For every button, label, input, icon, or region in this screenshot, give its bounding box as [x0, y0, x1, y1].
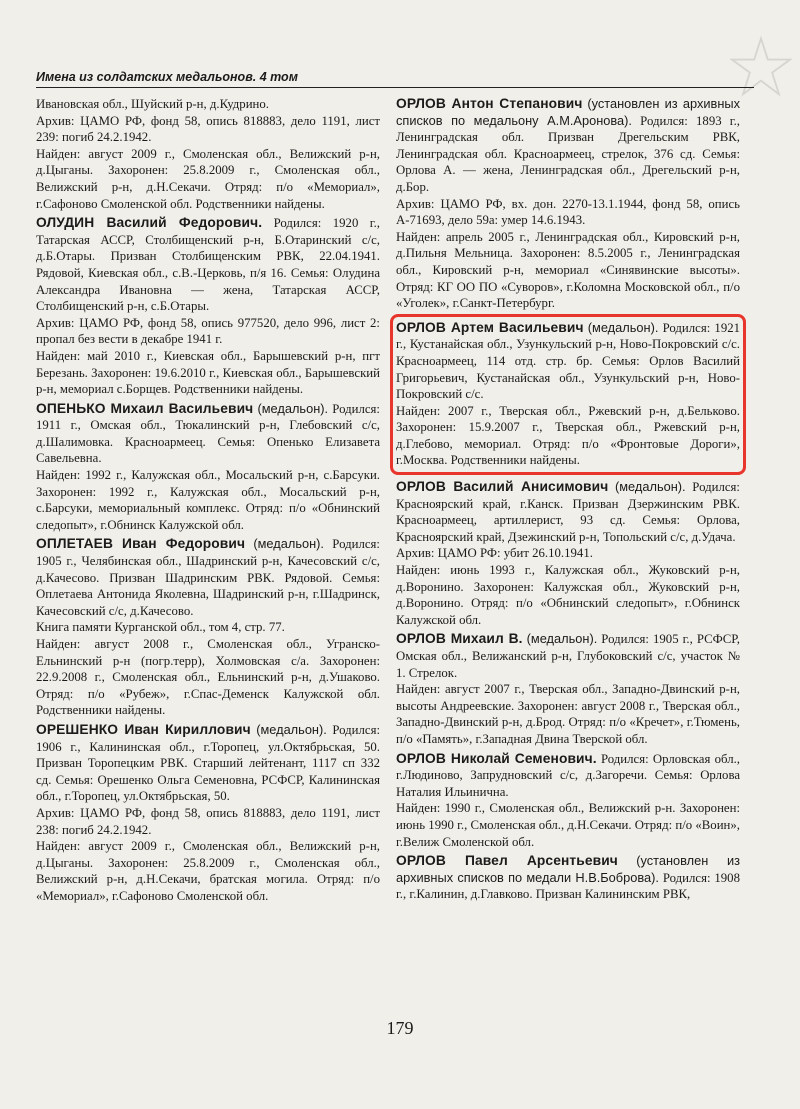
- entry-name: ОРЛОВ Павел Арсентьевич: [396, 853, 618, 869]
- entry-text: Родился: 1905 г., РСФСР, Омская обл., Велижанский р-н, Глубоковский с/с, участок № 1. Стрелок.: [396, 632, 741, 680]
- entry-paragraph: Архив: ЦАМО РФ, фонд 58, опись 818883, дело 1191, лист 239: погиб 24.2.1942.: [36, 113, 380, 145]
- entry-orlov-mikhail: [396, 631, 740, 747]
- entry-text: Родился: 1905 г., Челябинская обл., Шадринский р-н, Качесовский с/с, д.Качесово. Призван Шадринским РВК. Рядовой. Семья: Оплетаева Антонида Яколевна, Шадринский р-н, г.Шадринск, Качесовский с/с, д.Качесово.: [36, 537, 380, 618]
- entry-paragraph: Найден: август 2009 г., Смоленская обл., Велижский р-н, д.Цыганы. Захоронен: 25.8.2009 г., Смоленская обл., Велижский р-н, д.Н.Секачи, братская могила. Отряд: п/о «Мемориал», г.Сафоново Смоленской обл.: [36, 839, 380, 903]
- entry-paragraph: [36, 215, 380, 315]
- entry-orlov-anton: [396, 96, 740, 312]
- entry-note: (медальон).: [526, 631, 598, 647]
- entry-text: Родился: 1920 г., Татарская АССР, Столбищенский р-н, Б.Отаринский с/с, д.Б.Отары. Призван Столбищенским РВК, 22.04.1941. Рядовой, Киевская обл., с.В.-Церковь, п/я 16. Семья: Олудина Александра Ивановна — жена, Татарская АССР, Столбищенский р-н, с.Б.Отары.: [36, 216, 380, 314]
- entry-paragraph: [396, 320, 740, 403]
- entry-note: (медальон).: [615, 479, 686, 495]
- entry-name: ОРЛОВ Василий Анисимович: [396, 479, 609, 495]
- entry-continuation: [36, 96, 380, 212]
- entry-text: Родился: 1921 г., Кустанайская обл., Узункульский р-н, Ново-Покровский с/с. Красноармеец, 114 отд. стр. бр. Семья: Орлов Василий Григорьевич, Кустанайская обл., Узункульский р-н, Ново-Покровский с/с.: [396, 320, 741, 402]
- entry-text: Родился: 1893 г., Ленинградская обл. Призван Дрегельским РВК, Ленинградская обл. Красноармеец, стрелок, 376 сд. Семья: Орлова А. — жена, Ленинградская обл., Дрегельский р-н, д.Бор.: [396, 113, 741, 194]
- entry-paragraph: Найден: август 2008 г., Смоленская обл., Угранско-Ельнинский р-н (погр.терр), Холмовская с/а. Захоронен: 22.9.2008 г., Смоленская обл., Ельнинский р-н, д.Ушаково. Отряд: п/о «Рубеж», г.Спас-Деменск Калужской обл. Родственники найдены.: [36, 637, 380, 718]
- left-column: [36, 96, 380, 908]
- entry-note: (медальон).: [253, 536, 324, 552]
- entry-paragraph: Архив: ЦАМО РФ, фонд 58, опись 977520, дело 996, лист 2: пропал без вести в декабре 1941 г.: [36, 315, 380, 347]
- running-header: Имена из солдатских медальонов. 4 том: [36, 70, 754, 88]
- entry-paragraph: Найден: август 2009 г., Смоленская обл., Велижский р-н, д.Цыганы. Захоронен: 25.8.2009 г., Смоленская обл., Велижский р-н, д.Н.Секачи. Отряд: п/о «Мемориал», г.Сафоново Смоленской обл. Родственники найдены.: [36, 146, 380, 211]
- entry-text: Родился: 1906 г., Калининская обл., г.Торопец, ул.Октябрьская, 50. Призван Торопецким РВК. Старший лейтенант, 1117 сп 332 сд. Семья: Орешенко Ольга Семеновна, РСФСР, Калининская обл., г.Торопец, ул.Октябрьская, 50.: [36, 722, 381, 804]
- entry-note: (медальон).: [587, 319, 659, 335]
- entry-paragraph: [396, 631, 740, 681]
- entry-paragraph: Найден: июнь 1993 г., Калужская обл., Жуковский р-н, д.Воронино. Захоронен: Калужская обл., Жуковский р-н, д.Воронино. Отряд: п/о «Обнинский следопыт», г.Обнинск Калужской обл.: [396, 563, 740, 627]
- entry-note: (установлен из архивных списков по медали Н.В.Боброва).: [396, 853, 740, 885]
- entry-name: ОРЛОВ Артем Васильевич: [396, 319, 584, 335]
- entry-paragraph: Архив: ЦАМО РФ: убит 26.10.1941.: [396, 546, 593, 561]
- page-number: 179: [386, 1018, 414, 1038]
- entry-name: ОПЕНЬКО Михаил Васильевич: [36, 400, 254, 416]
- entry-name: ОРЛОВ Николай Семенович.: [396, 750, 597, 766]
- star-watermark-icon: [730, 36, 792, 98]
- entry-paragraph: [396, 479, 740, 545]
- entry-paragraph: Найден: 2007 г., Тверская обл., Ржевский р-н, д.Бельково. Захоронен: 15.9.2007 г., Тверская обл., Ржевский р-н, д.Глебово, мемориал. Отряд: п/о «Фронтовые Дороги», г.Москва. Родственники найдены.: [396, 403, 740, 468]
- entry-paragraph: [36, 722, 380, 805]
- entry-opletaev: [36, 536, 380, 719]
- entry-note: (медальон).: [256, 721, 327, 737]
- entry-paragraph: Архив: ЦАМО РФ, фонд 58, опись 818883, дело 1191, лист 238: погиб 24.2.1942.: [36, 805, 380, 837]
- entry-text: Родился: 1911 г., Омская обл., Тюкалинский р-н, Глебовский с/с, д.Шалимовка. Красноармеец. Семья: Опенько Елизавета Савельевна.: [36, 401, 380, 466]
- entry-oreshenko: [36, 722, 380, 905]
- entry-orlov-pavel: [396, 853, 740, 903]
- entry-name: ОРЛОВ Михаил В.: [396, 631, 523, 647]
- entry-paragraph: Найден: апрель 2005 г., Ленинградская обл., Кировский р-н, д.Пильня Мельница. Захоронен: 8.5.2005 г., Ленинградская обл., Кировский р-н, мемориал «Синявинские высоты». Отряд: КГ ОО ПО «Суворов», г.Коломна Московской обл., п/о «Уголек», г.Санкт-Петербург.: [396, 229, 740, 311]
- entry-name: ОЛУДИН Василий Федорович.: [36, 215, 263, 231]
- entry-name: ОРЕШЕНКО Иван Кириллович: [36, 721, 251, 737]
- entry-text: Родился: 1908 г., г.Калинин, д.Главково. Призван Калининским РВК,: [396, 870, 740, 902]
- entry-paragraph: Архив: ЦАМО РФ, вх. дон. 2270-13.1.1944, фонд 58, опись А-71693, дело 59а: умер 14.6.1943.: [396, 196, 740, 228]
- entry-paragraph: Книга памяти Курганской обл., том 4, стр. 77.: [36, 620, 285, 635]
- entry-paragraph: Найден: август 2007 г., Тверская обл., Западно-Двинский р-н, высоты Андреевские. Захоронен: август 2008 г., Тверская обл., Западно-Двинский р-н, д.Брод. Отряд: п/о «Кречет», г.Тюмень, п/о «Память», г.Западная Двина Тверской обл.: [396, 682, 740, 746]
- entry-paragraph: Ивановская обл., Шуйский р-н, д.Кудрино.: [36, 97, 269, 111]
- entry-openko: [36, 401, 380, 534]
- entry-paragraph: Найден: 1992 г., Калужская обл., Мосальский р-н, с.Барсуки. Захоронен: 1992 г., Калужская обл., Мосальский р-н, с.Барсуки, мемориальный комплекс. Отряд: п/о «Обнинский следопыт», г.Обнинск Калужской обл.: [36, 468, 380, 532]
- entry-paragraph: [36, 536, 380, 619]
- entry-name: ОПЛЕТАЕВ Иван Федорович: [36, 536, 246, 552]
- entry-oludin: [36, 215, 380, 398]
- highlighted-entry-orlov-artem: [396, 320, 740, 469]
- entry-paragraph: [396, 751, 740, 801]
- entry-text: Родился: Орловская обл., г.Людиново, Запрудновский с/с, д.Загоречи. Семья: Орлова Наталия Ильинична.: [396, 751, 740, 799]
- entry-paragraph: [36, 401, 380, 467]
- entry-paragraph: Найден: май 2010 г., Киевская обл., Барышевский р-н, пгт Березань. Захоронен: 19.6.2010 г., Киевская обл., Барышевский р-н, мемориал с.Борщев. Родственники найдены.: [36, 348, 380, 397]
- right-column: [396, 96, 740, 906]
- entry-paragraph: Найден: 1990 г., Смоленская обл., Велижский р-н. Захоронен: июнь 1990 г., Смоленская обл., д.Н.Секачи. Отряд: п/о «Воин», г.Велиж Смоленской обл.: [396, 801, 740, 849]
- entry-paragraph: [396, 96, 740, 196]
- entry-text: Родился: Красноярский край, г.Канск. Призван Дзержинским РВК. Красноармеец, артиллерист, 93 сд. Семья: Орлова, Красноярский край, Дзежинский р-н, Топольский с/с, д.Удача.: [396, 480, 740, 544]
- entry-name: ОРЛОВ Антон Степанович: [396, 96, 583, 111]
- entry-orlov-vasily: [396, 479, 740, 628]
- entry-orlov-nikolay: [396, 751, 740, 851]
- entry-note: (установлен из архивных списков по медальону А.М.Аронова).: [396, 96, 740, 128]
- entry-paragraph: [396, 853, 740, 903]
- entry-note: (медальон).: [257, 400, 329, 416]
